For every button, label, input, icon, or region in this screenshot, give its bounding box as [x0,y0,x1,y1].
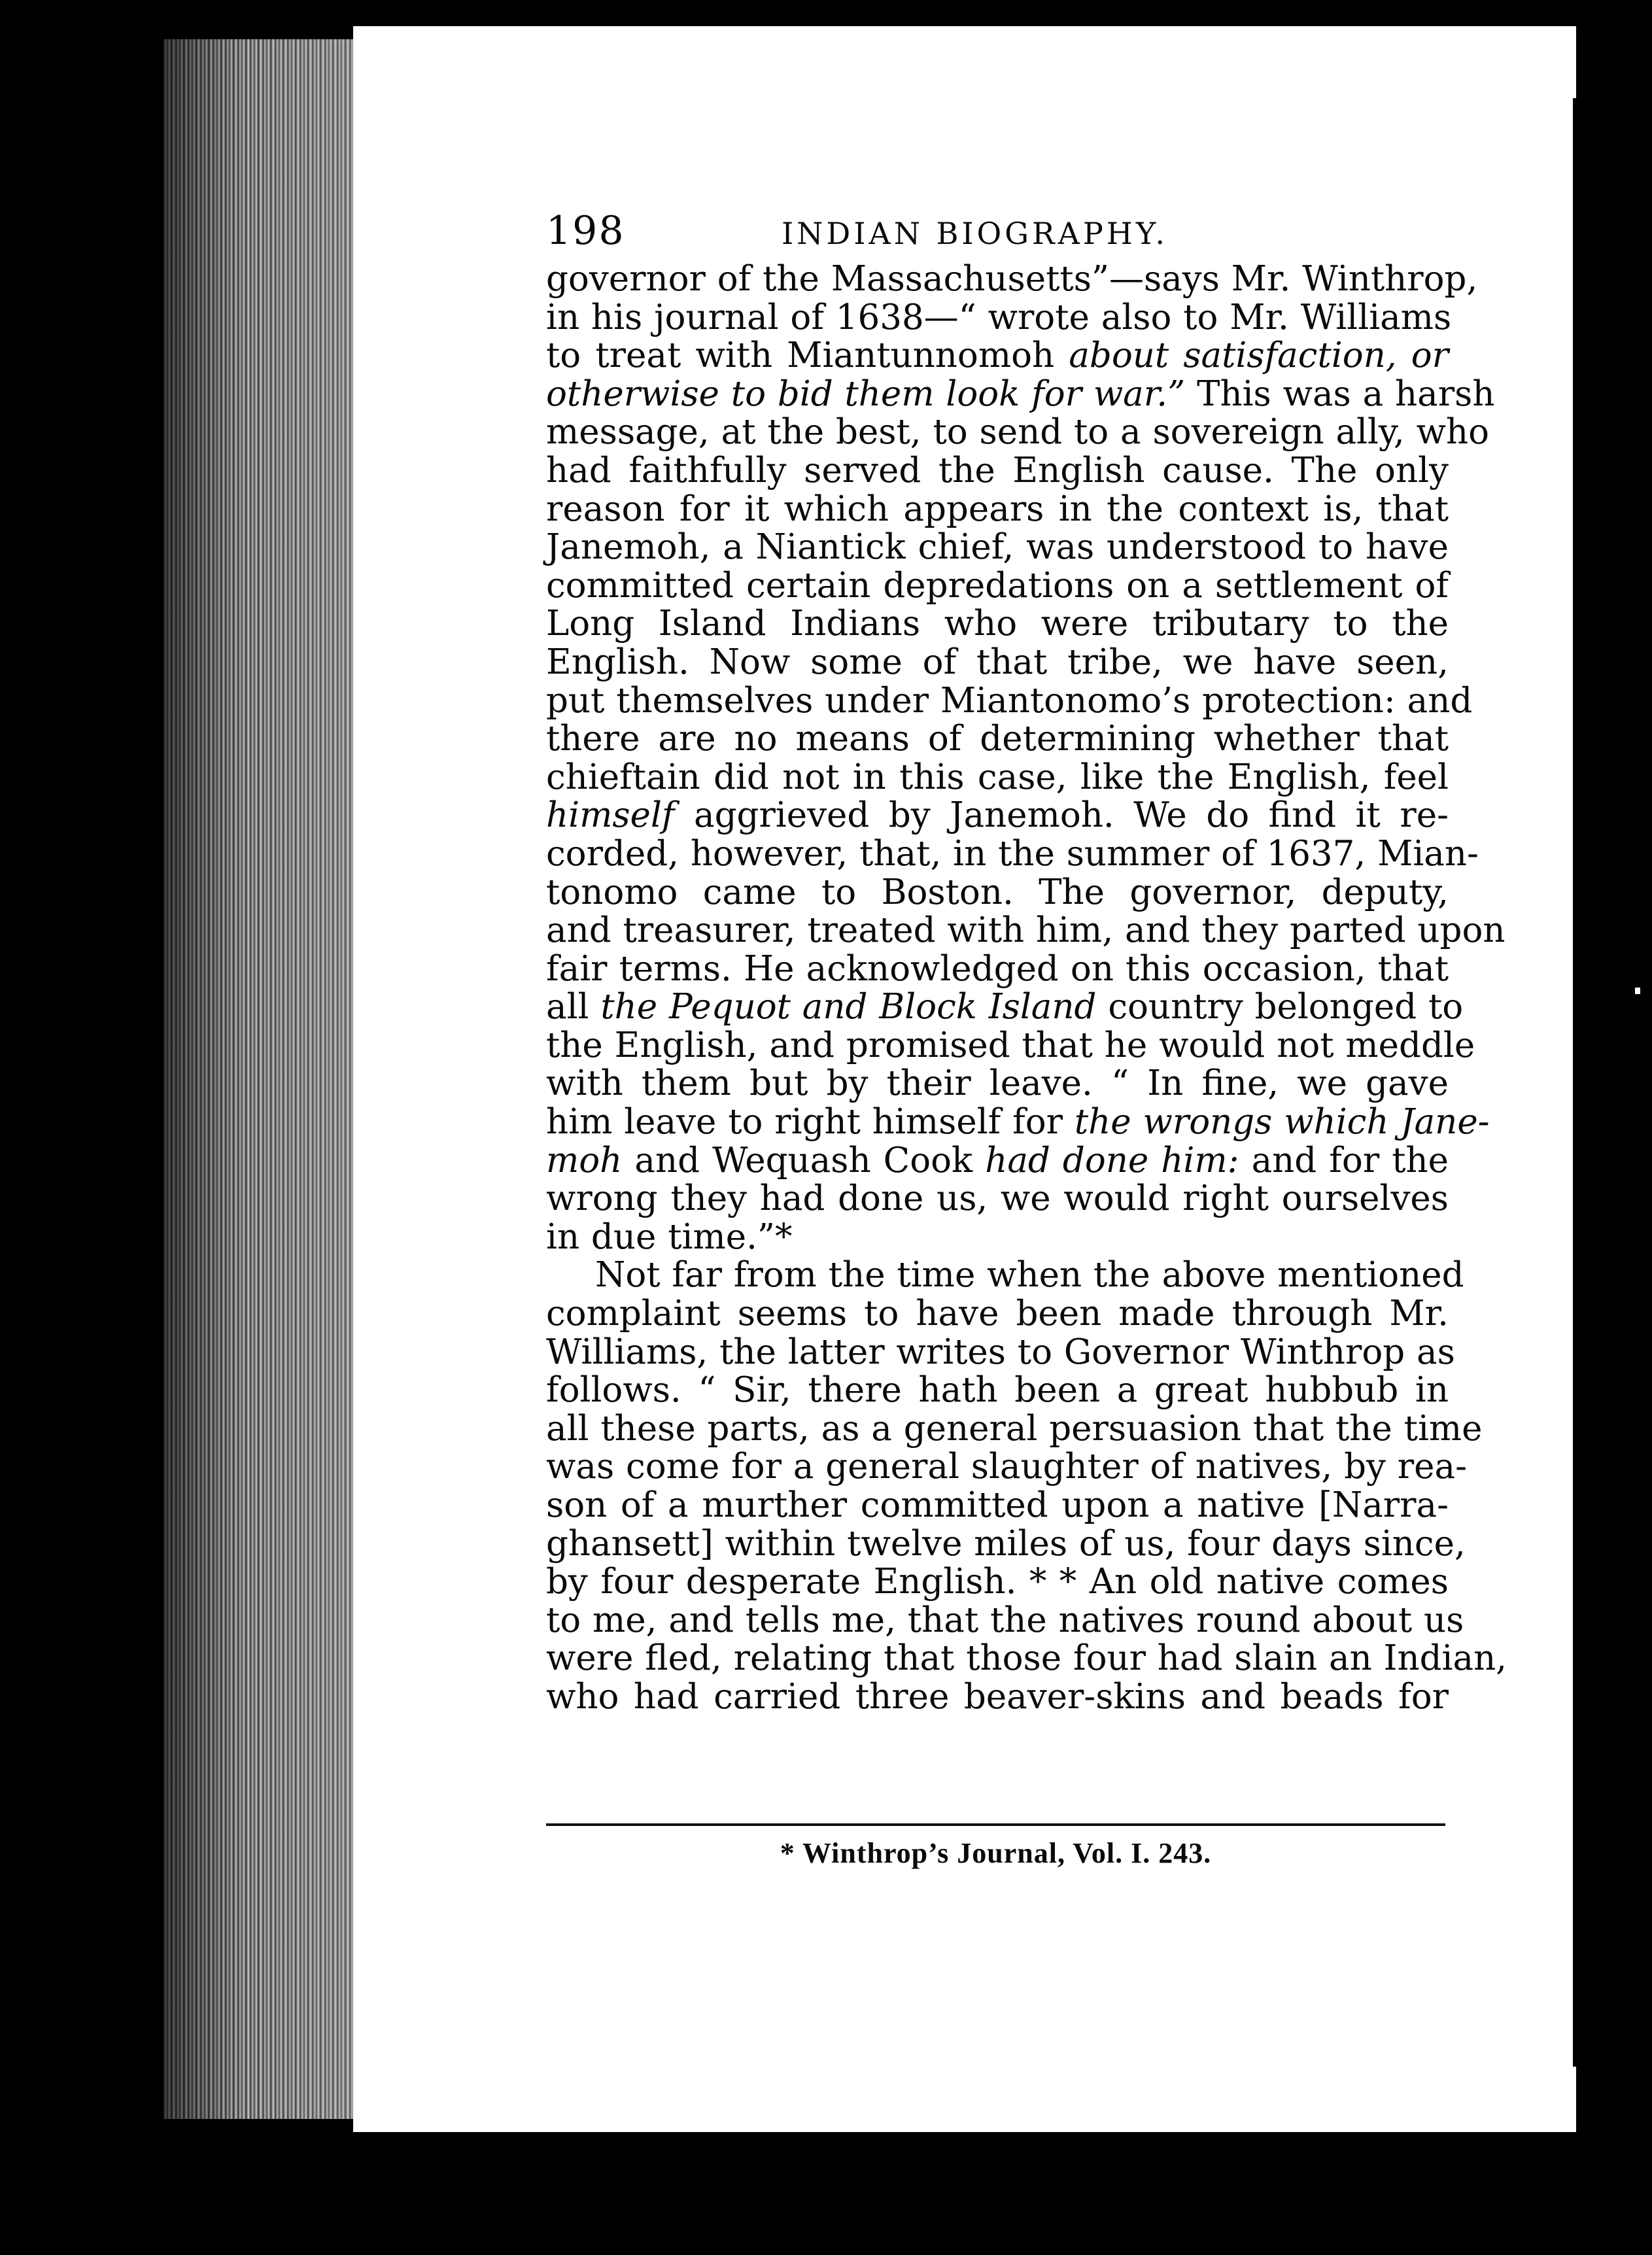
text-span: and for the [1251,1140,1449,1180]
text-line: wrong they had done us, we would right ourselves [546,1179,1449,1219]
text-line: governor of the Massachusetts”—says Mr. Winthrop, [546,259,1478,299]
italic-span: moh [546,1140,623,1180]
scan-speck [1635,988,1640,994]
text-line: Williams, the latter writes to Governor Winthrop as [546,1332,1455,1372]
text-span: and Wequash Cook [634,1140,973,1180]
text-line [546,797,1449,835]
text-line: ghansett] within twelve miles of us, four days since, [546,1523,1466,1564]
text-line: was come for a general slaughter of natives, by rea- [546,1447,1468,1487]
italic-span: had done him: [985,1140,1239,1180]
italic-span: otherwise to bid them look for war.” [546,373,1186,414]
text-line: who had carried three beaver-skins and beads for [546,1676,1449,1717]
text-line: follows. “ Sir, there hath been a great hubbub in [546,1370,1449,1411]
text-line: by four desperate English. * * An old native comes [546,1562,1449,1602]
text-line [546,373,1495,414]
text-line [546,1102,1490,1143]
text-line: all these parts, as a general persuasion that the time [546,1408,1483,1449]
footnote-divider [546,1823,1445,1826]
text-line: chieftain did not in this case, like the English, feel [546,757,1449,797]
text-line: complaint seems to have been made through Mr. [546,1294,1449,1334]
text-line [546,337,1449,375]
text-line: had faithfully served the English cause. The only [546,450,1449,491]
italic-span: the Pequot and Block Island [600,987,1097,1027]
italic-span: about satisfaction, or [1069,336,1449,376]
text-span: all [546,987,589,1027]
text-line: reason for it which appears in the context is, that [546,489,1449,529]
text-line: committed certain depredations on a settlement of [546,565,1449,606]
running-head-title: INDIAN BIOGRAPHY. [782,216,1168,251]
text-line: English. Now some of that tribe, we have seen, [546,642,1449,682]
text-line: in his journal of 1638—“ wrote also to Mr. Williams [546,297,1452,337]
text-line [546,987,1464,1027]
text-line: with them but by their leave. “ In fine, we gave [546,1063,1449,1104]
italic-span: the wrongs which Jane- [1074,1102,1490,1143]
text-line: Not far from the time when the above mentioned [595,1255,1464,1296]
text-line: put themselves under Miantonomo’s protection: and [546,680,1473,721]
text-span: country belonged to [1108,987,1464,1027]
text-line: corded, however, that, in the summer of 1637, Mian- [546,833,1479,874]
text-line: Janemoh, a Niantick chief, was understood to have [546,527,1449,568]
text-line: in due time.”* [546,1216,793,1257]
text-line: son of a murther committed upon a native [Narra- [546,1485,1449,1525]
running-head [546,208,1449,260]
text-span: him leave to right himself for [546,1102,1063,1143]
right-margin-shadow [1573,98,1581,2067]
text-line: message, at the best, to send to a sovereign ally, who [546,412,1489,453]
text-line: were fled, relating that those four had slain an Indian, [546,1638,1507,1679]
text-span: to treat with Miantunnomoh [546,336,1055,376]
text-line: to me, and tells me, that the natives round about us [546,1600,1464,1640]
text-line: tonomo came to Boston. The governor, deputy, [546,872,1449,912]
text-span: aggrieved by Janemoh. We do find it re- [694,795,1449,836]
page-number: 198 [546,208,625,254]
text-line: there are no means of determining whether that [546,719,1449,759]
text-line: fair terms. He acknowledged on this occasion, that [546,948,1449,989]
book-page-edges [163,39,360,2119]
text-line: and treasurer, treated with him, and they parted upon [546,910,1506,951]
text-line: Long Island Indians who were tributary to the [546,604,1449,644]
italic-span: himself [546,795,675,836]
text-span: This was a harsh [1197,373,1495,414]
page-text [546,208,1507,1717]
footnote: * Winthrop’s Journal, Vol. I. 243. [780,1837,1212,1869]
text-line: the English, and promised that he would not meddle [546,1025,1475,1065]
text-line [546,1142,1449,1180]
